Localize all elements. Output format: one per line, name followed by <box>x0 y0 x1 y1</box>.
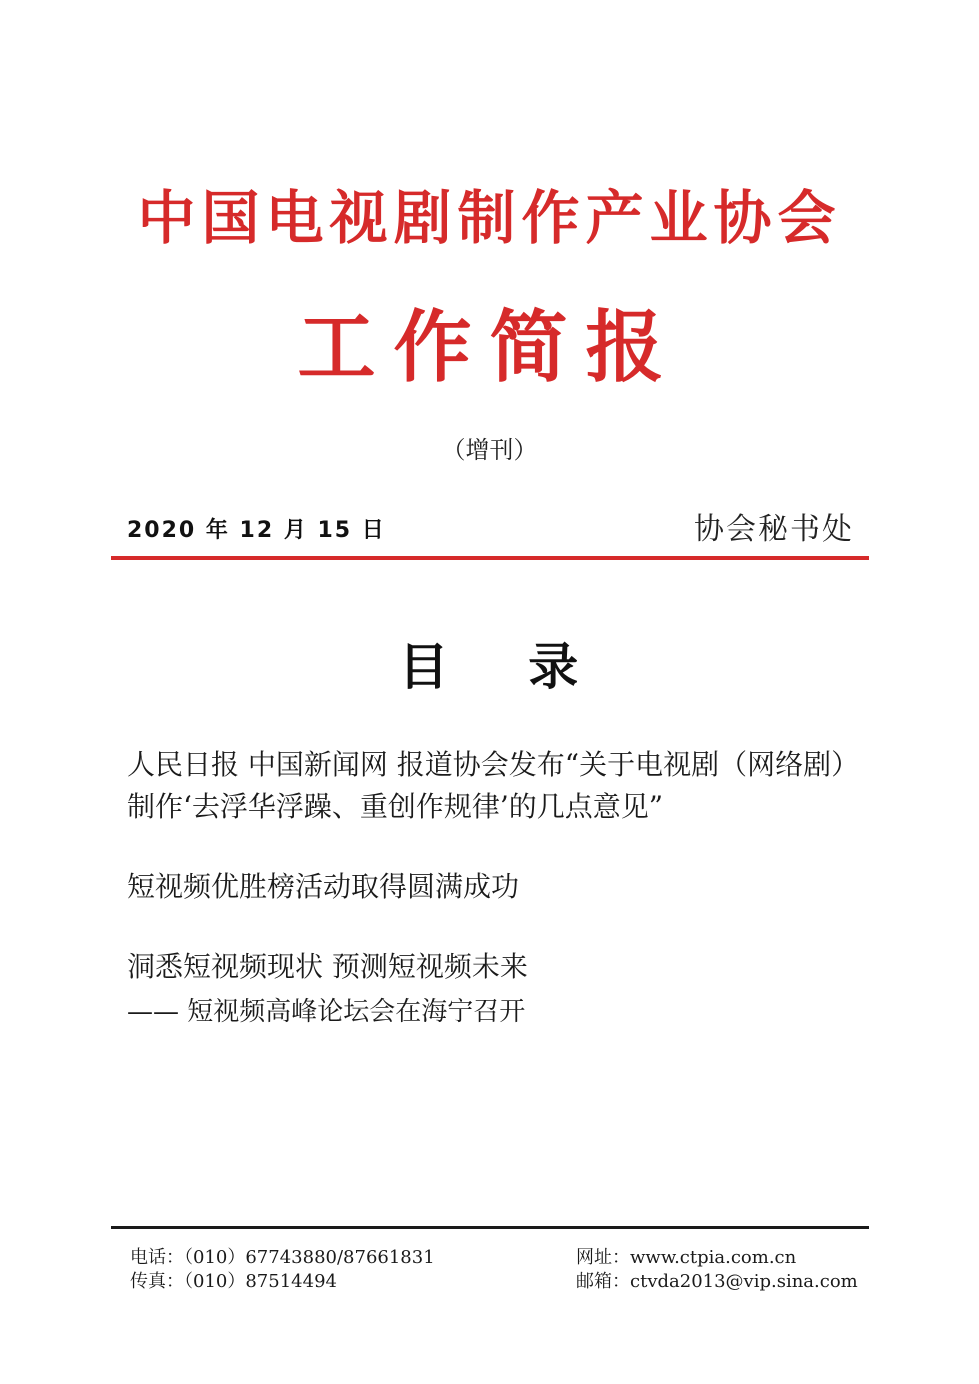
contact-phone: 电话：（010）67743880/87661831 <box>130 1247 435 1268</box>
toc-item-1-line-2: 制作‘去浮华浮躁、重创作规律’的几点意见” <box>127 790 664 823</box>
contact-email: 邮箱：ctvda2013@vip.sina.com <box>576 1271 858 1292</box>
contact-website: 网址：www.ctpia.com.cn <box>576 1247 797 1268</box>
issuer: 协会秘书处 <box>694 512 854 547</box>
issue-type: （增刊） <box>441 436 538 464</box>
contact-fax: 传真：（010）87514494 <box>130 1271 337 1292</box>
organization-title: 中国电视剧制作产业协会 <box>137 184 842 252</box>
red-divider <box>111 556 869 560</box>
toc-item-3-line-1: 洞悉短视频现状 预测短视频未来 <box>127 950 528 983</box>
footer-divider <box>111 1226 869 1229</box>
toc-item-2: 短视频优胜榜活动取得圆满成功 <box>127 870 520 903</box>
toc-title: 目 录 <box>398 637 581 696</box>
toc-item-1-line-1: 人民日报 中国新闻网 报道协会发布“关于电视剧（网络剧） <box>127 748 860 781</box>
issue-date: 2020 年 12 月 15 日 <box>127 518 386 543</box>
toc-item-3-line-2: —— 短视频高峰论坛会在海宁召开 <box>127 997 526 1027</box>
bulletin-title: 工作简报 <box>297 302 682 393</box>
